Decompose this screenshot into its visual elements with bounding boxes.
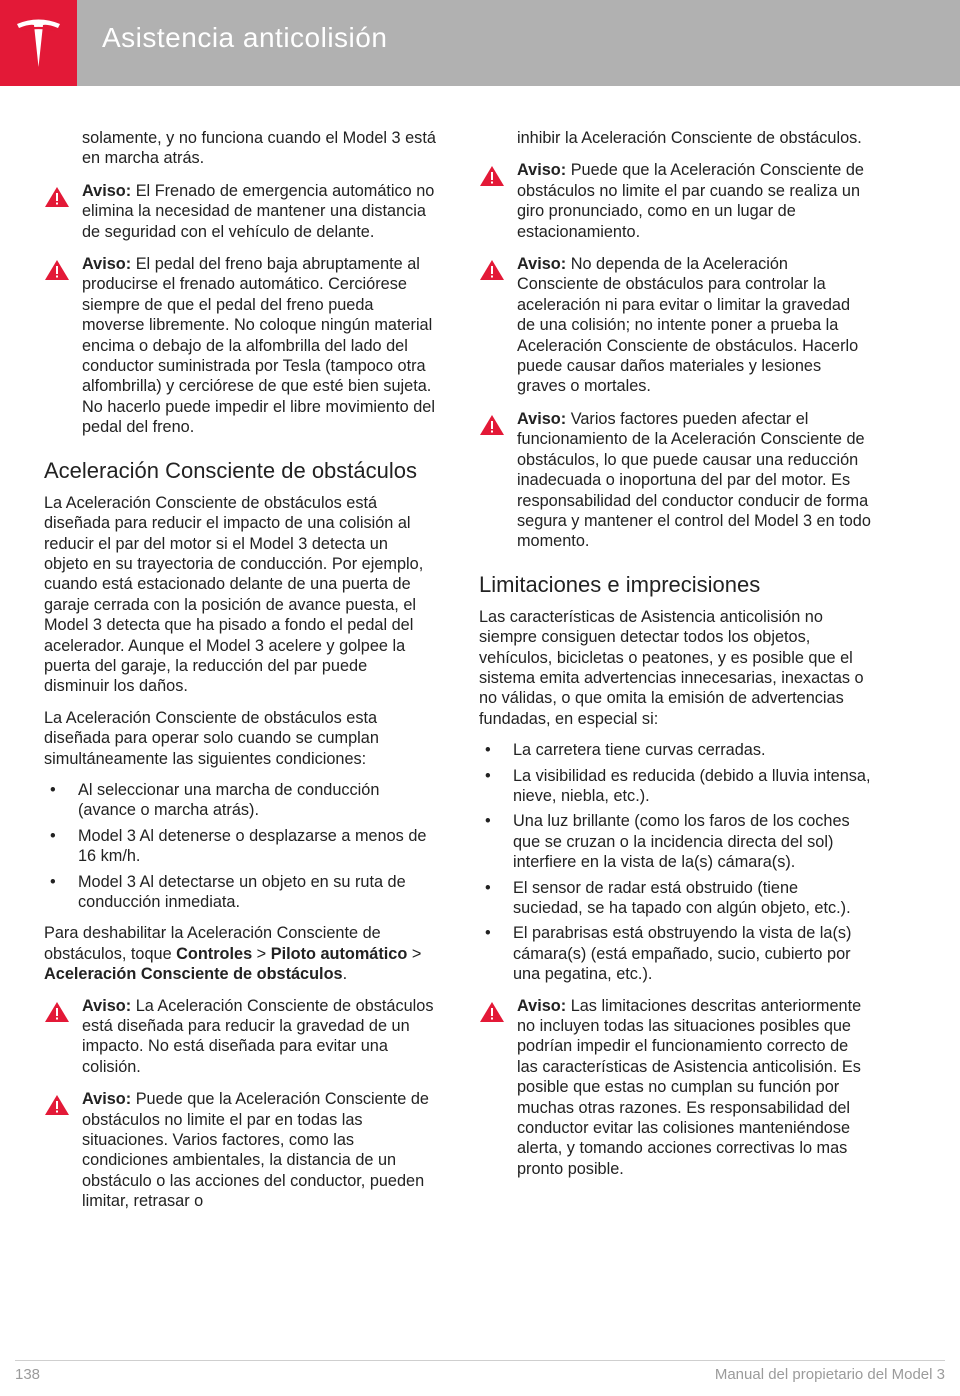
list-item: • Al seleccionar una marcha de conducción (avance o marcha atrás).: [44, 780, 436, 821]
warning-triangle-icon: [479, 259, 505, 281]
warning-block: [44, 254, 436, 438]
warning-text: La Aceleración Consciente de obstáculos está diseñada para reducir la gravedad de un impacto. No está diseñada para evitar una colisión.: [82, 996, 434, 1076]
page-number: 138: [15, 1366, 41, 1383]
list-item: • El parabrisas está obstruyendo la vista de la(s) cámara(s) (está empañado, sucio, cubierto por una pegatina, etc.).: [479, 923, 871, 984]
limitations-list: [479, 740, 871, 984]
warning-triangle-icon: [479, 414, 505, 436]
warning-block: [44, 996, 436, 1078]
warning-text: Puede que la Aceleración Consciente de obstáculos no limite el par cuando se realiza un giro pronunciado, como en un lugar de estacionamiento.: [517, 161, 864, 241]
warning-label: Aviso:: [517, 409, 567, 428]
warning-block: [479, 254, 871, 397]
warning-block: [479, 160, 871, 242]
section-heading: Limitaciones e imprecisiones: [479, 571, 761, 597]
disable-instructions: [44, 923, 436, 984]
warning-triangle-icon: [479, 165, 505, 187]
list-item: • Model 3 Al detectarse un objeto en su ruta de conducción inmediata.: [44, 872, 436, 913]
menu-path-controles: Controles: [176, 944, 253, 963]
warning-text: Varios factores pueden afectar el funcionamiento de la Aceleración Consciente de obstáculos, lo que puede causar una reducción inadecuada o inoportuna del par del motor. Es responsabilidad del conductor conducir de forma segura y mantener el control del Model 3 en todo momento.: [517, 409, 871, 551]
menu-separator: >: [407, 944, 422, 963]
warning-block: [44, 1089, 436, 1211]
warning-block: [479, 996, 871, 1180]
list-item: • Una luz brillante (como los faros de los coches que se cruzan o la incidencia directa del sol) interfiere en la vista de la(s) cámara(s).: [479, 811, 871, 872]
body-paragraph: La Aceleración Consciente de obstáculos está diseñada para reducir el impacto de una colisión al reducir el par del motor si el Model 3 detecta un objeto en su trayectoria de conducción. Por ejemplo, cuando está estacionado delante de una puerta de garaje cerrada con la posición de avance puesta, el Model 3 detecta que ha pisado a fondo el pedal del acelerador. Aunque el Model 3 acelere y golpee la puerta del garaje, la reducción del par puede disminuir los daños.: [44, 493, 424, 696]
warning-label: Aviso:: [82, 255, 132, 274]
page-header: [0, 0, 960, 86]
continued-paragraph: inhibir la Aceleración Consciente de obstáculos.: [517, 129, 862, 147]
warning-block: [479, 409, 871, 552]
tesla-logo-icon: [15, 18, 62, 68]
warning-triangle-icon: [44, 1094, 70, 1116]
list-item: • La carretera tiene curvas cerradas.: [479, 740, 871, 760]
conditions-list: [44, 780, 436, 912]
disable-text: Para deshabilitar la Aceleración Consciente de obstáculos, toque: [44, 924, 381, 963]
sentence-end: .: [342, 965, 348, 984]
menu-separator: >: [252, 944, 271, 963]
menu-path-piloto: Piloto automático: [270, 944, 408, 963]
warning-label: Aviso:: [82, 1090, 132, 1109]
warning-label: Aviso:: [517, 161, 567, 180]
list-item: • La visibilidad es reducida (debido a lluvia intensa, nieve, niebla, etc.).: [479, 766, 871, 807]
warning-triangle-icon: [44, 186, 70, 208]
right-column: [479, 128, 871, 1191]
section-heading: Aceleración Consciente de obstáculos: [44, 457, 418, 483]
left-column: [44, 128, 436, 1224]
warning-triangle-icon: [44, 1001, 70, 1023]
warning-text: Puede que la Aceleración Consciente de obstáculos no limite el par en todas las situaciones. Varios factores, como las condiciones ambientales, la distancia de un obstáculo o las acciones del conductor, pueden limitar, retrasar o: [82, 1090, 429, 1211]
list-item: • El sensor de radar está obstruido (tiene suciedad, se ha tapado con algún objeto, etc.).: [479, 878, 871, 919]
list-item: • Model 3 Al detenerse o desplazarse a menos de 16 km/h.: [44, 826, 436, 867]
warning-label: Aviso:: [517, 996, 567, 1015]
footer-title: Manual del propietario del Model 3: [714, 1366, 945, 1383]
body-paragraph: La Aceleración Consciente de obstáculos esta diseñada para operar solo cuando se cumplan simultáneamente las siguientes condiciones:: [44, 708, 379, 768]
warning-text: No dependa de la Aceleración Consciente de obstáculos para controlar la aceleración ni para evitar o limitar la gravedad de una colisión; no intente poner a prueba la Aceleración Consciente de obstáculos. Hacerlo puede causar daños materiales y lesiones graves o mortales.: [517, 255, 859, 396]
menu-path-aceleracion: Aceleración Consciente de obstáculos: [44, 965, 343, 984]
page-title: Asistencia anticolisión: [102, 22, 388, 53]
warning-text: El Frenado de emergencia automático no elimina la necesidad de mantener una distancia de seguridad con el vehículo de delante.: [82, 181, 435, 241]
body-paragraph: Las características de Asistencia anticolisión no siempre consiguen detectar todos los objetos, vehículos, bicicletas o peatones, y es posible que el sistema emita advertencias innecesarias, inexactas o no válidas, o que omita la emisión de advertencias fundadas, en especial si:: [479, 607, 864, 728]
warning-label: Aviso:: [517, 255, 567, 274]
footer-divider: [15, 1360, 945, 1361]
warning-label: Aviso:: [82, 996, 132, 1015]
warning-text: Las limitaciones descritas anteriormente no incluyen todas las situaciones posibles que podrían impedir el funcionamiento correcto de las características de Asistencia anticolisión. Es posible que estas no cumplan su función por muchas otras razones. Es responsabilidad del conductor evitar las colisiones manteniéndose alerta, y tomando acciones correctivas lo mas pronto posible.: [517, 996, 862, 1178]
continued-paragraph: solamente, y no funciona cuando el Model 3 está en marcha atrás.: [82, 129, 436, 168]
tesla-logo: [0, 0, 77, 86]
warning-triangle-icon: [44, 259, 70, 281]
warning-block: [44, 181, 436, 242]
warning-triangle-icon: [479, 1001, 505, 1023]
warning-label: Aviso:: [82, 181, 132, 200]
warning-text: El pedal del freno baja abruptamente al producirse el frenado automático. Cerciórese siempre de que el pedal del freno pueda moverse libremente. No coloque ningún material encima o debajo de la alfombrilla del lado del conductor suministrada por Tesla (tampoco otra alfombrilla) y cerciórese de que esté bien sujeta. No hacerlo puede impedir el libre movimiento del pedal del freno.: [82, 255, 435, 437]
